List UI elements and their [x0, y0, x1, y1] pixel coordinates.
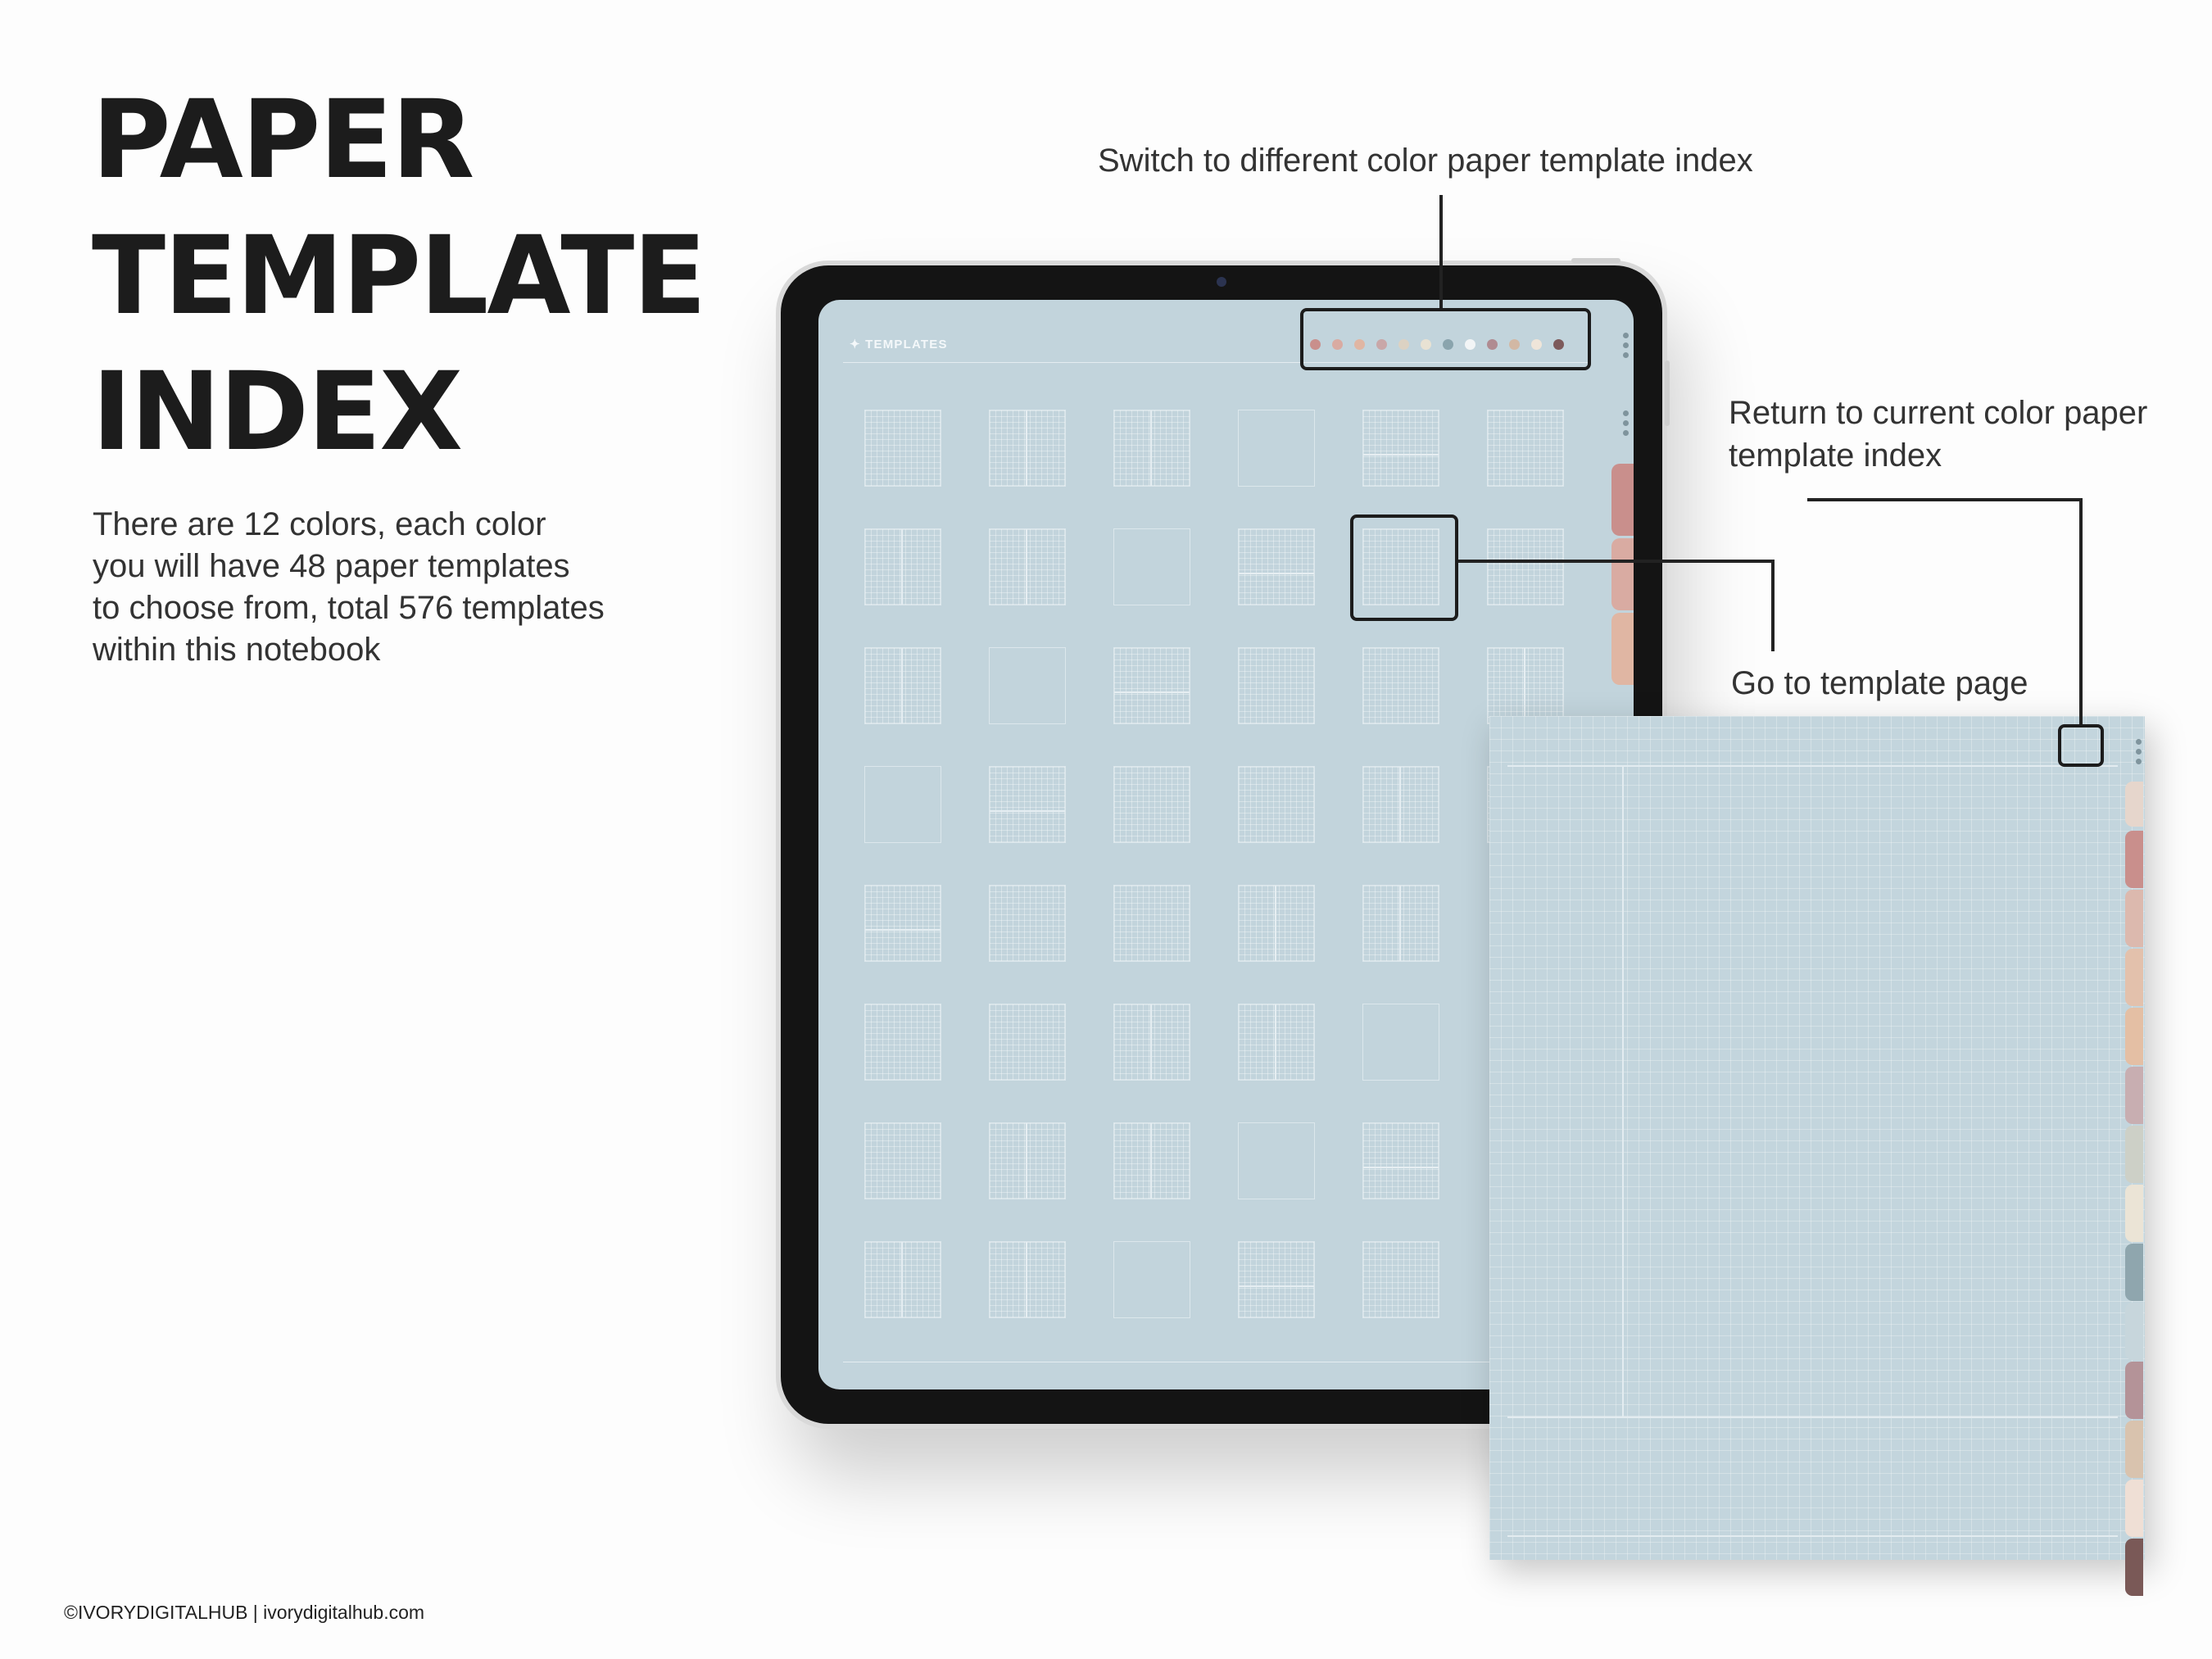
title-line: TEMPLATE [92, 213, 705, 339]
template-thumbnail[interactable] [864, 766, 941, 843]
template-thumbnail[interactable] [989, 885, 1066, 962]
template-thumbnail[interactable] [1362, 410, 1439, 487]
section-tab[interactable] [2125, 1067, 2143, 1124]
connector-line [1771, 560, 1775, 651]
menu-dots-icon[interactable] [1623, 410, 1629, 436]
section-tab[interactable] [2125, 1539, 2143, 1596]
section-tab[interactable] [2125, 831, 2143, 888]
callout-switch-color: Switch to different color paper template index [1098, 143, 1753, 179]
index-tab[interactable] [2125, 782, 2143, 827]
callout-return-index [1729, 392, 2147, 477]
page-margin-rule [1622, 765, 1624, 1416]
template-thumbnail[interactable] [989, 1004, 1066, 1081]
template-thumbnail[interactable] [1238, 1004, 1315, 1081]
callout-go-to-page: Go to template page [1731, 665, 2028, 701]
connector-line [1807, 498, 2083, 501]
page-rule [1507, 765, 2118, 767]
intro-paragraph [93, 504, 682, 671]
connector-line [1439, 195, 1443, 308]
section-tab[interactable] [1611, 464, 1634, 536]
template-thumbnail[interactable] [1113, 410, 1190, 487]
intro-line: you will have 48 paper templates [93, 548, 570, 584]
template-thumbnail[interactable] [1238, 885, 1315, 962]
template-thumbnail[interactable] [1238, 1122, 1315, 1199]
title-line: INDEX [92, 349, 462, 475]
section-tab[interactable] [2125, 890, 2143, 947]
menu-dots-icon[interactable] [1623, 333, 1629, 358]
page-rule [1507, 1416, 2118, 1418]
template-thumbnail[interactable] [1362, 1122, 1439, 1199]
template-thumbnail[interactable] [1487, 647, 1564, 724]
section-tab[interactable] [2125, 1008, 2143, 1065]
intro-line: to choose from, total 576 templates [93, 590, 605, 626]
power-button [1571, 258, 1620, 263]
template-thumbnail[interactable] [1113, 885, 1190, 962]
template-thumbnail[interactable] [1362, 1004, 1439, 1081]
footer-credit: ©IVORYDIGITALHUB | ivorydigitalhub.com [64, 1602, 425, 1623]
intro-line: within this notebook [93, 632, 381, 668]
template-page [1489, 716, 2145, 1560]
section-tab[interactable] [1611, 613, 1634, 685]
template-thumbnail[interactable] [864, 1241, 941, 1318]
template-thumbnail[interactable] [1487, 410, 1564, 487]
template-thumbnail[interactable] [864, 410, 941, 487]
callout-line: Return to current color paper [1729, 395, 2148, 431]
template-thumbnail[interactable] [1238, 647, 1315, 724]
menu-dots-icon[interactable] [2136, 739, 2142, 764]
template-thumbnail[interactable] [989, 647, 1066, 724]
template-thumbnail[interactable] [1113, 528, 1190, 605]
section-tab[interactable] [2125, 1480, 2143, 1537]
title-line: PAPER [92, 77, 474, 203]
template-thumbnail[interactable] [864, 885, 941, 962]
template-thumbnail[interactable] [1113, 1122, 1190, 1199]
return-highlight-box [2058, 724, 2104, 767]
section-tabs [2125, 831, 2143, 1598]
swatch-highlight-box [1300, 308, 1591, 370]
template-thumbnail[interactable] [1362, 647, 1439, 724]
thumbnail-highlight-box [1350, 514, 1458, 621]
section-tab[interactable] [1611, 538, 1634, 610]
template-thumbnail[interactable] [1113, 1004, 1190, 1081]
section-tab[interactable] [2125, 1244, 2143, 1301]
camera-icon [1217, 277, 1226, 287]
template-thumbnail[interactable] [864, 528, 941, 605]
template-thumbnail[interactable] [1238, 766, 1315, 843]
template-thumbnail[interactable] [989, 766, 1066, 843]
page-rule [1507, 1535, 2118, 1537]
template-thumbnail[interactable] [1362, 885, 1439, 962]
template-thumbnail[interactable] [1113, 647, 1190, 724]
callout-line: template index [1729, 437, 1942, 474]
template-thumbnail[interactable] [1238, 410, 1315, 487]
template-thumbnail[interactable] [1238, 1241, 1315, 1318]
section-tab[interactable] [2125, 1126, 2143, 1183]
template-thumbnail[interactable] [1362, 766, 1439, 843]
page-title [92, 72, 705, 480]
section-tab[interactable] [2125, 1362, 2143, 1419]
template-thumbnail[interactable] [1487, 528, 1564, 605]
section-tab[interactable] [2125, 1185, 2143, 1242]
volume-button [1665, 360, 1670, 426]
connector-line [2079, 498, 2083, 724]
template-thumbnail[interactable] [1362, 1241, 1439, 1318]
section-tab[interactable] [2125, 1303, 2143, 1360]
connector-line [1458, 560, 1775, 563]
template-thumbnail[interactable] [989, 410, 1066, 487]
screen-header: ✦ TEMPLATES [850, 338, 948, 351]
template-thumbnail[interactable] [864, 647, 941, 724]
template-thumbnail[interactable] [864, 1004, 941, 1081]
template-thumbnail[interactable] [1113, 1241, 1190, 1318]
intro-line: There are 12 colors, each color [93, 506, 546, 542]
template-thumbnail[interactable] [989, 528, 1066, 605]
template-thumbnail[interactable] [989, 1241, 1066, 1318]
section-tab[interactable] [2125, 949, 2143, 1006]
template-thumbnail[interactable] [864, 1122, 941, 1199]
section-tabs [1611, 464, 1634, 687]
template-thumbnail[interactable] [1238, 528, 1315, 605]
section-tab[interactable] [2125, 1421, 2143, 1478]
template-thumbnail[interactable] [989, 1122, 1066, 1199]
template-thumbnail[interactable] [1113, 766, 1190, 843]
